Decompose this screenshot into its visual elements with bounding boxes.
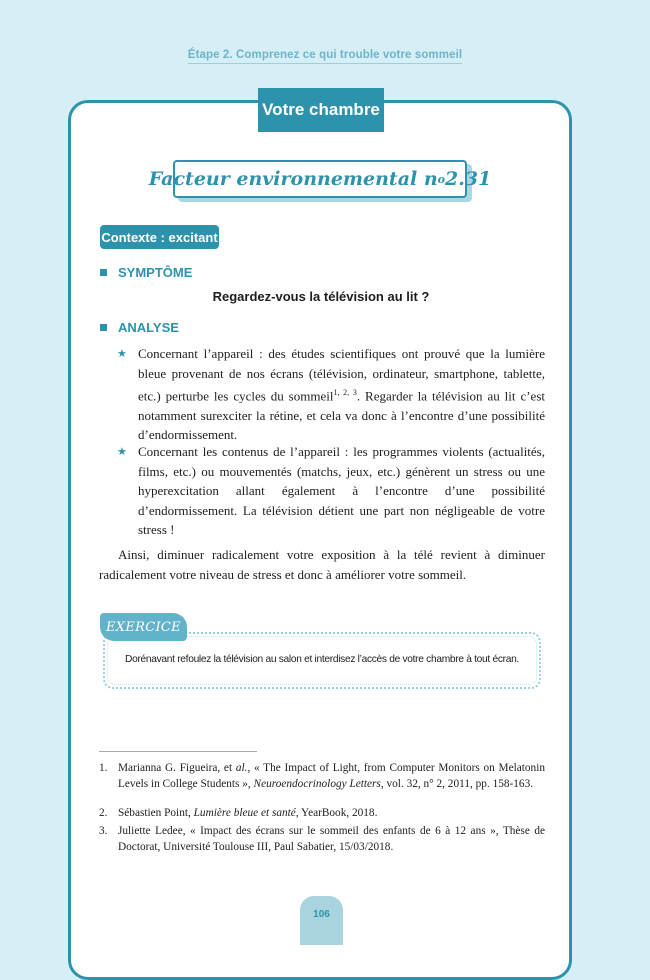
footnote-1	[99, 760, 545, 792]
analysis-bullet-1	[117, 344, 545, 445]
running-head	[0, 49, 650, 61]
square-bullet-icon	[100, 324, 107, 331]
factor-number-sign: o	[437, 172, 445, 186]
footnote-journal: Neuroendocrinology Letters	[253, 778, 381, 790]
footnote-text: Juliette Ledee, « Impact des écrans sur le sommeil des enfants de 6 à 12 ans », Thèse de Doctorat, Université Toulouse III, Paul Sabatier, 15/03/2018.	[118, 825, 545, 853]
exercise-label: EXERCICE	[100, 613, 187, 641]
star-bullet-icon: ★	[117, 445, 127, 458]
analysis-bullet-1-text	[138, 344, 545, 445]
footnote-refs: 1, 2, 3	[333, 388, 357, 397]
square-bullet-icon	[100, 269, 107, 276]
analysis-heading-text: ANALYSE	[118, 320, 179, 335]
bullet-1-main: Concernant l’appareil : des études scientifiques ont prouvé que la lumière bleue provenant de nos écrans (télévision, ordinateur, smartphone, tablette, etc.) perturbe les cycles du sommeil	[138, 346, 545, 404]
footnote-italic: Lumière bleue et santé	[193, 807, 296, 819]
factor-number: 2.31	[445, 168, 492, 190]
footnote-number: 1.	[99, 762, 108, 774]
analysis-heading	[100, 320, 179, 335]
footnote-3	[99, 823, 545, 855]
footnote-number: 2.	[99, 807, 108, 819]
analysis-bullet-2-text: Concernant les contenus de l’appareil : les programmes violents (actualités, films, etc.) ou mouvementés (matchs, jeux, etc.) génèrent un stress ou une hyperexcitation allant également à l’encontre d’une possibilité d’endormissement. La télévision détient une part non négligeable de votre stress !	[138, 444, 545, 537]
footnote-text	[118, 760, 545, 792]
symptom-heading-text: SYMPTÔME	[118, 265, 193, 280]
footnote-part: , « The Impact of Light, from Computer Monitors on Melatonin Levels in College Students »,	[118, 762, 545, 790]
page-number: 106	[300, 896, 343, 945]
footnote-part: , YearBook, 2018.	[295, 807, 378, 819]
footnote-part: Marianna G. Figueira, et	[118, 762, 236, 774]
footnote-part: Sébastien Point,	[118, 807, 194, 819]
context-badge: Contexte : excitant	[100, 225, 219, 249]
symptom-heading	[100, 265, 192, 280]
footnote-divider	[99, 751, 257, 752]
footnote-text	[118, 805, 545, 821]
factor-title	[148, 160, 492, 198]
star-bullet-icon: ★	[117, 347, 127, 360]
footnote-italic: al.	[235, 762, 248, 774]
footnote-2	[99, 805, 545, 821]
exercise-text: Dorénavant refoulez la télévision au salon et interdisez l’accès de votre chambre à tout écran.	[125, 654, 519, 665]
chapter-tab: Votre chambre	[258, 88, 384, 132]
footnote-number: 3.	[99, 825, 108, 837]
symptom-question: Regardez-vous la télévision au lit ?	[212, 289, 430, 304]
footnote-part: , vol. 32, n° 2, 2011, pp. 158-163.	[380, 778, 534, 790]
conclusion-paragraph: Ainsi, diminuer radicalement votre exposition à la télé revient à diminuer radicalement votre niveau de stress et donc à améliorer votre sommeil.	[99, 547, 545, 582]
analysis-bullet-2	[117, 442, 545, 540]
factor-title-text: Facteur environnemental n	[148, 168, 438, 190]
running-head-text: Étape 2. Comprenez ce qui trouble votre sommeil	[188, 49, 462, 64]
bullet-1-tail: . Regarder la télévision au lit c’est notamment surexciter la rétine, et cela va donc à l’encontre d’une possibilité d’endormissement.	[138, 388, 545, 443]
